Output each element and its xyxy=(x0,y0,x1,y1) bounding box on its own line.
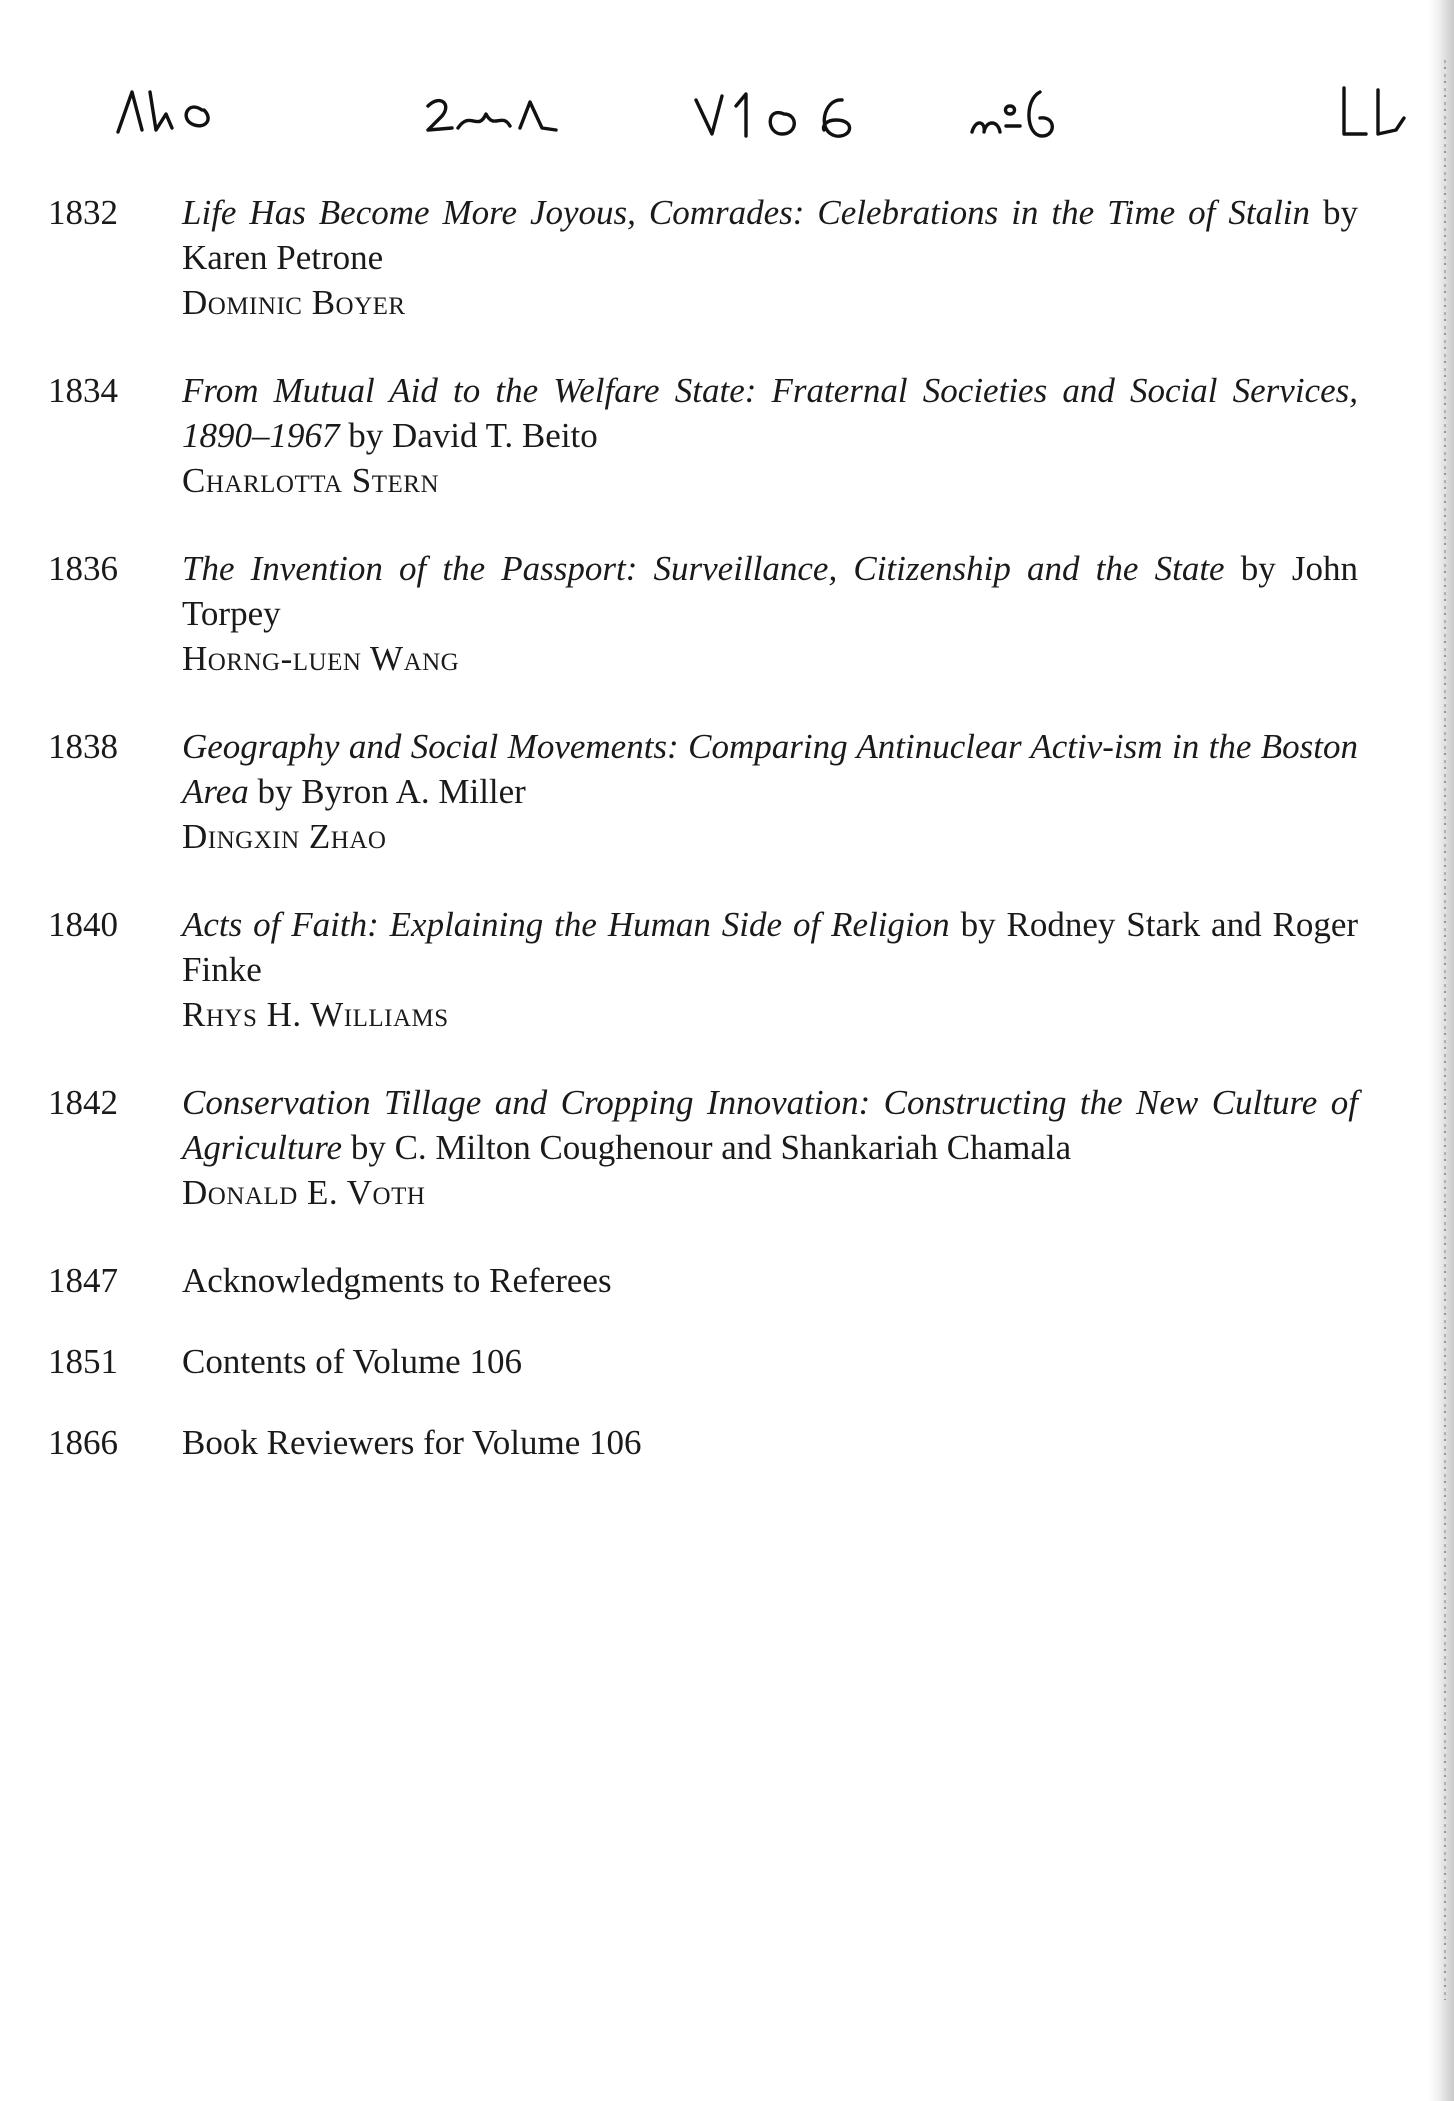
toc-entry xyxy=(48,1420,1358,1465)
by-word: by xyxy=(348,416,384,455)
book-title: Acts of Faith: Explaining the Human Side of Religion xyxy=(182,905,950,944)
book-author: David T. Beito xyxy=(392,416,598,455)
by-word: by xyxy=(960,905,996,944)
toc-entry-body xyxy=(182,724,1358,859)
toc-entry-body xyxy=(182,902,1358,1037)
toc-entry xyxy=(48,190,1358,325)
handwritten-annotation xyxy=(0,70,1454,180)
reviewer-name: Donald E. Voth xyxy=(182,1173,426,1212)
toc-page-number: 1840 xyxy=(48,905,118,944)
toc-entry xyxy=(48,1339,1358,1384)
scan-edge-line xyxy=(1444,60,1446,2000)
toc-entry xyxy=(48,724,1358,859)
toc-entry xyxy=(48,1080,1358,1215)
toc-entry-body xyxy=(182,190,1358,325)
toc-section-label: Book Reviewers for Volume 106 xyxy=(182,1423,642,1462)
by-word: by xyxy=(1323,193,1358,232)
toc-page-number: 1847 xyxy=(48,1261,118,1300)
toc-page-number: 1851 xyxy=(48,1342,118,1381)
book-title: The Invention of the Passport: Surveillance, Citizenship and the State xyxy=(182,549,1225,588)
toc-page-number: 1834 xyxy=(48,371,118,410)
by-word: by xyxy=(257,772,293,811)
toc-section-label: Acknowledgments to Referees xyxy=(182,1261,612,1300)
toc-title-line xyxy=(182,368,1358,458)
by-word: by xyxy=(350,1128,386,1167)
toc-section-label: Contents of Volume 106 xyxy=(182,1342,522,1381)
toc-title-line xyxy=(182,724,1358,814)
book-author: C. Milton Coughenour and Shankariah Chamala xyxy=(394,1128,1072,1167)
reviewer-name: Dingxin Zhao xyxy=(182,817,387,856)
toc-page-number: 1866 xyxy=(48,1423,118,1462)
book-author: John Torpey xyxy=(182,549,1359,633)
reviewer-name: Charlotta Stern xyxy=(182,461,440,500)
book-author: Rodney Stark and Roger Finke xyxy=(182,905,1359,989)
toc-title-line xyxy=(182,902,1358,992)
toc-page-number: 1836 xyxy=(48,549,118,588)
toc-title-line xyxy=(182,190,1358,280)
toc-entry xyxy=(48,546,1358,681)
reviewer-name: Rhys H. Williams xyxy=(182,995,449,1034)
toc-page-number: 1838 xyxy=(48,727,118,766)
toc-entry xyxy=(48,1258,1358,1303)
scan-edge-shadow xyxy=(1428,0,1454,2101)
handwriting-strokes xyxy=(0,70,1454,180)
toc-entry-body xyxy=(182,546,1358,681)
reviewer-name: Dominic Boyer xyxy=(182,283,406,322)
toc-entry-body xyxy=(182,1080,1358,1215)
book-title: From Mutual Aid to the Welfare State: Fraternal Societies and Social Services, 1890–1967 xyxy=(182,371,1358,455)
toc-entry xyxy=(48,902,1358,1037)
reviewer-name: Horng-luen Wang xyxy=(182,639,460,678)
book-author: Byron A. Miller xyxy=(301,772,526,811)
table-of-contents xyxy=(48,190,1358,1501)
toc-title-line xyxy=(182,546,1358,636)
toc-page-number: 1832 xyxy=(48,193,118,232)
toc-entry xyxy=(48,368,1358,503)
book-author: Karen Petrone xyxy=(182,238,384,277)
by-word: by xyxy=(1240,549,1276,588)
toc-entry-body xyxy=(182,368,1358,503)
toc-page-number: 1842 xyxy=(48,1083,118,1122)
book-title: Geography and Social Movements: Comparing Antinuclear Activ-ism in the Boston Area xyxy=(182,727,1358,811)
toc-title-line xyxy=(182,1080,1358,1170)
book-title: Life Has Become More Joyous, Comrades: Celebrations in the Time of Stalin xyxy=(182,193,1311,232)
book-title: Conservation Tillage and Cropping Innovation: Constructing the New Culture of Agriculture xyxy=(182,1083,1358,1167)
